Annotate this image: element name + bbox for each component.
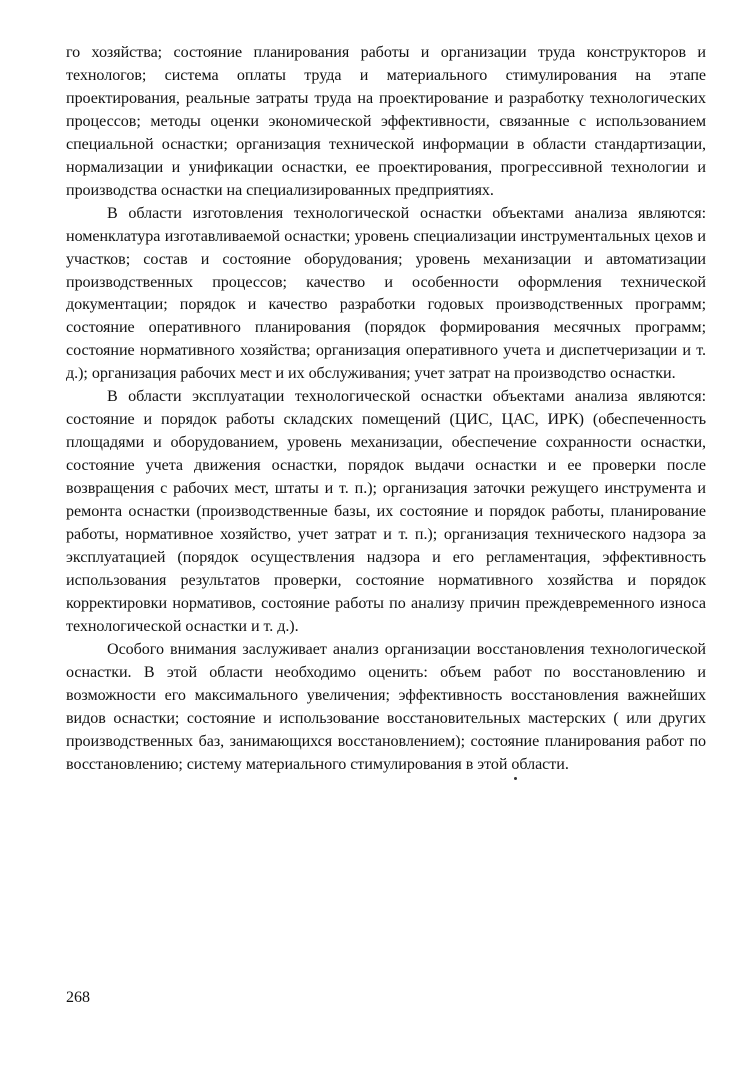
- paragraph-4: Особого внимания заслуживает анализ организации восстановления технологической оснастки. В этой области необходимо оценить: объем работ по восстановлению и возможности его максимального увеличения; эффективность восстановления важнейших видов оснастки; состояние и использование восстановительных мастерских ( или других производственных баз, занимающихся восстановлением); состояние планирования работ по восстановлению; систему материального стимулирования в этой области.: [66, 640, 706, 773]
- page-number: 268: [66, 989, 90, 1006]
- paragraph-1: го хозяйства; состояние планирования работы и организации труда конструкторов и технологов; система оплаты труда и материального стимулирования на этапе проектирования, реальные затраты труда на проектирование и разработку технологических процессов; методы оценки экономической эффективности, связанные с использованием специальной оснастки; организация технической информации в области стандартизации, нормализации и унификации оснастки, ее проектирования, прогрессивной технологии и производства оснастки на специализированных предприятиях.: [66, 44, 706, 199]
- body-text: [66, 42, 706, 777]
- paragraph-3: В области эксплуатации технологической оснастки объектами анализа являются: состояние и порядок работы складских помещений (ЦИС, ЦАС, ИРК) (обеспеченность площадями и оборудованием, уровень механизации, обеспечение сохранности оснастки, состояние учета движения оснастки, порядок выдачи оснастки и ее проверки после возвращения с рабочих мест, штаты и т. п.); организация заточки режущего инструмента и ремонта оснастки (производственные базы, их состояние и порядок работы, планирование работы, нормативное хозяйство, учет затрат и т. п.); организация технического надзора за эксплуатацией (порядок осуществления надзора и его регламентация, эффективность использования результатов проверки, состояние нормативного хозяйства и порядок корректировки нормативов, состояние работы по анализу причин преждевременного износа технологической оснастки и т. д.).: [66, 388, 706, 635]
- paragraph-2: В области изготовления технологической оснастки объектами анализа являются: номенклатура изготавливаемой оснастки; уровень специализации инструментальных цехов и участков; состав и состояние оборудования; уровень механизации и автоматизации производственных процессов; качество и особенности оформления технической документации; порядок и качество разработки годовых производственных программ; состояние оперативного планирования (порядок формирования месячных программ; состояние нормативного хозяйства; организация оперативного учета и диспетчеризации и т. д.); организация рабочих мест и их обслуживания; учет затрат на производство оснастки.: [66, 204, 706, 383]
- print-speck: [514, 777, 517, 780]
